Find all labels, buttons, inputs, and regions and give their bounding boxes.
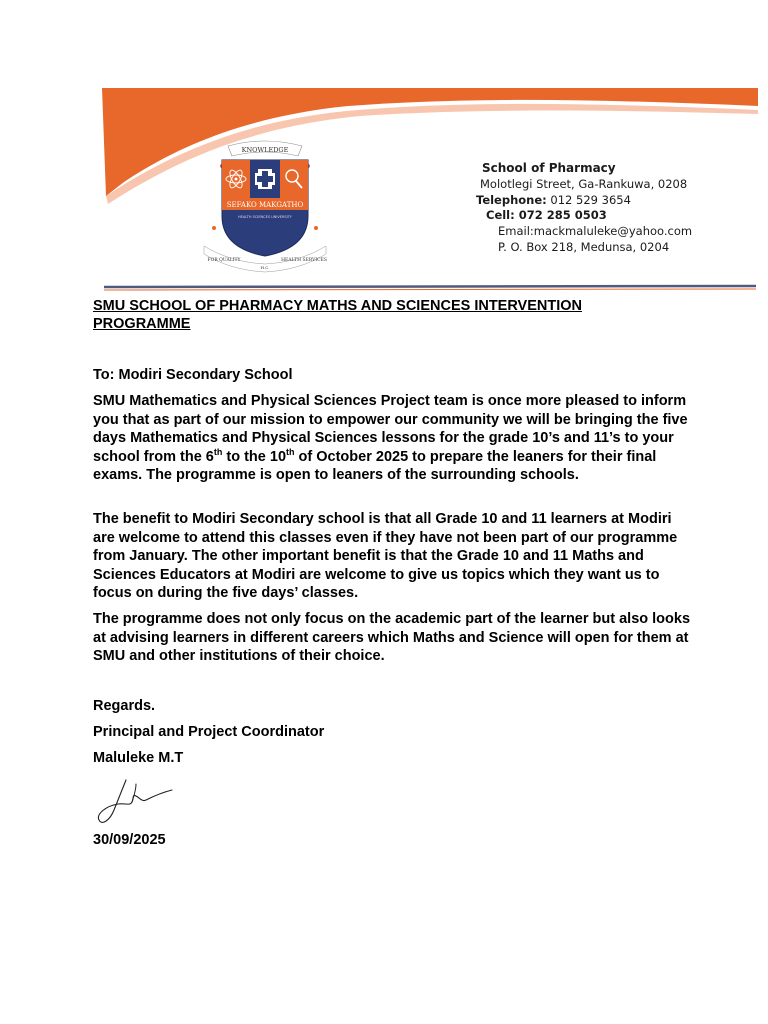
paragraph-careers: The programme does not only focus on the academic part of the learner but also looks at advising learners in different careers which Maths and Science will open for them at SMU and other institutions of their choice. <box>93 611 691 664</box>
paragraph-intro <box>93 392 693 485</box>
recipient-line: To: Modiri Secondary School <box>93 367 293 383</box>
crest-name-text: SEFAKO MAKGATHO <box>226 201 304 209</box>
cell-number: Cell: 072 285 0503 <box>486 208 607 223</box>
crest-sub-text: HEALTH SCIENCES UNIVERSITY <box>238 215 292 219</box>
crest-ribbon-mid: H.C. <box>260 265 270 270</box>
paragraph-intro-part-b: to the 10 <box>222 448 287 465</box>
contact-block <box>476 161 692 256</box>
university-crest-logo <box>200 138 330 273</box>
school-name: School of Pharmacy <box>482 161 616 175</box>
superscript-th-1: th <box>213 446 223 457</box>
email-address: Email:mackmaluleke@yahoo.com <box>498 224 693 239</box>
letterhead <box>98 86 758 292</box>
street-address: Molotlegi Street, Ga-Rankuwa, 0208 <box>480 176 688 191</box>
crest-ribbon-left: FOR QUALITY <box>207 258 241 263</box>
po-box: P. O. Box 218, Medunsa, 0204 <box>498 239 670 254</box>
paragraph-benefit: The benefit to Modiri Secondary school is that all Grade 10 and 11 learners at Modiri are welcome to attend this classes even if they have not been part of our programme from January. The other important benefit is that the Grade 10 and 11 Maths and Sciences Educators at Modiri are welcome to give us topics which they want us to focus on during the five days’ classes. <box>93 511 678 601</box>
paragraph-intro-part-a: SMU Mathematics and Physical Sciences Project team is once more pleased to inform you that as part of our mission to empower our community we will be bringing the five days Mathematics and Physical Sciences lessons for the grade 10’s and 11’s to your school from the 6 <box>93 393 688 465</box>
crest-ribbon-right: HEALTH SERVICES <box>281 258 327 263</box>
closing-regards: Regards. <box>93 698 156 714</box>
paragraph-intro-part-c: of October 2025 to prepare the leaners for their final exams. The programme is open to leaners of the surrounding schools. <box>93 448 657 483</box>
superscript-th-2: th <box>286 446 295 457</box>
letter-heading: SMU SCHOOL OF PHARMACY MATHS AND SCIENCES INTERVENTION PROGRAMME <box>93 298 583 332</box>
handwritten-signature <box>96 776 176 828</box>
crest-banner-text: KNOWLEDGE <box>241 146 289 154</box>
signatory-name: Maluleke M.T <box>93 750 184 766</box>
telephone-value: 012 529 3654 <box>546 192 631 207</box>
telephone-label: Telephone: <box>476 192 547 207</box>
signatory-role: Principal and Project Coordinator <box>93 724 325 740</box>
letter-date: 30/09/2025 <box>93 832 166 848</box>
telephone-line <box>476 193 692 209</box>
